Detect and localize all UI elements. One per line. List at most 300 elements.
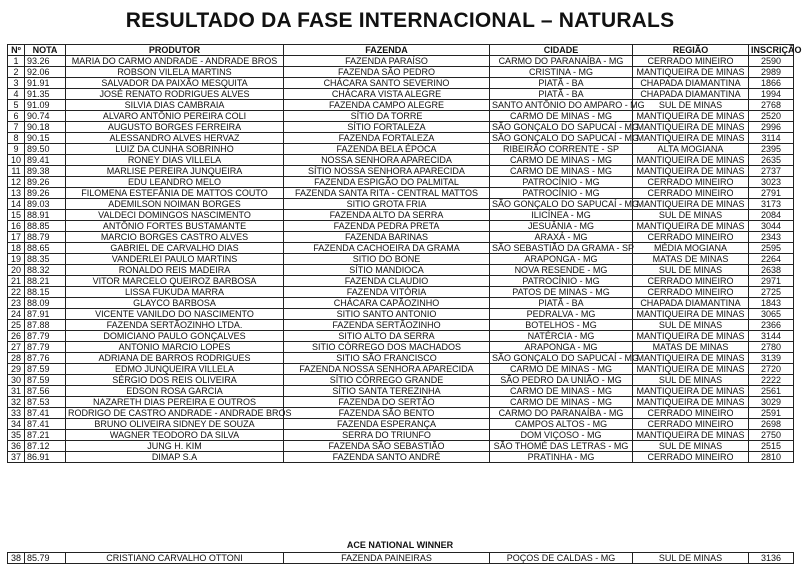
cell-nota: 92.06 — [25, 67, 66, 78]
cell-no: 18 — [8, 243, 25, 254]
cell-no: 38 — [8, 553, 25, 564]
cell-nota: 88.32 — [25, 265, 66, 276]
cell-produtor: FILOMENA ESTEFÂNIA DE MATTOS COUTO — [66, 188, 284, 199]
cell-fazenda: SÍTIO SANTA TEREZINHA — [284, 386, 490, 397]
cell-nota: 90.18 — [25, 122, 66, 133]
table-row — [8, 78, 794, 89]
cell-nota: 88.79 — [25, 232, 66, 243]
cell-produtor: ADRIANA DE BARROS RODRIGUES — [66, 353, 284, 364]
cell-produtor: DIMAP S.A — [66, 452, 284, 463]
cell-no: 7 — [8, 122, 25, 133]
cell-regiao: SUL DE MINAS — [633, 441, 749, 452]
cell-regiao: CERRADO MINEIRO — [633, 419, 749, 430]
cell-inscricao: 3136 — [749, 553, 794, 564]
cell-no: 36 — [8, 441, 25, 452]
cell-regiao: MÉDIA MOGIANA — [633, 243, 749, 254]
cell-fazenda: FAZENDA SÃO BENTO — [284, 408, 490, 419]
cell-no: 31 — [8, 386, 25, 397]
cell-produtor: VITOR MARCELO QUEIROZ BARBOSA — [66, 276, 284, 287]
cell-inscricao: 2698 — [749, 419, 794, 430]
cell-produtor: EDMO JUNQUEIRA VILLELA — [66, 364, 284, 375]
cell-fazenda: FAZENDA PARAÍSO — [284, 56, 490, 67]
cell-regiao: SUL DE MINAS — [633, 265, 749, 276]
cell-inscricao: 2395 — [749, 144, 794, 155]
cell-no: 12 — [8, 177, 25, 188]
cell-no: 8 — [8, 133, 25, 144]
cell-produtor: VALDECI DOMINGOS NASCIMENTO — [66, 210, 284, 221]
cell-fazenda: FAZENDA ESPIGÃO DO PALMITAL — [284, 177, 490, 188]
cell-inscricao: 2768 — [749, 100, 794, 111]
cell-inscricao: 2810 — [749, 452, 794, 463]
cell-fazenda: SITIO ALTO DA SERRA — [284, 331, 490, 342]
cell-fazenda: SITIO GROTA FRIA — [284, 199, 490, 210]
cell-fazenda: SÍTIO MANDIOCA — [284, 265, 490, 276]
cell-fazenda: SERRA DO TRIUNFO — [284, 430, 490, 441]
cell-inscricao: 2996 — [749, 122, 794, 133]
cell-inscricao: 2264 — [749, 254, 794, 265]
table-row — [8, 452, 794, 463]
header-no: Nº — [8, 45, 25, 56]
cell-no: 28 — [8, 353, 25, 364]
cell-nota: 88.85 — [25, 221, 66, 232]
cell-fazenda: SÍTIO CÓRREGO GRANDE — [284, 375, 490, 386]
ace-winner-table — [7, 552, 794, 564]
header-inscricao: INSCRIÇÃO — [749, 45, 794, 56]
table-row — [8, 232, 794, 243]
cell-regiao: SUL DE MINAS — [633, 320, 749, 331]
cell-produtor: RODRIGO DE CASTRO ANDRADE - ANDRADE BROS — [66, 408, 284, 419]
cell-nota: 89.41 — [25, 155, 66, 166]
cell-fazenda: CHÁCARA VISTA ALEGRE — [284, 89, 490, 100]
cell-cidade: ILICÍNEA - MG — [490, 210, 633, 221]
cell-cidade: PATROCÍNIO - MG — [490, 177, 633, 188]
cell-produtor: VANDERLEI PAULO MARTINS — [66, 254, 284, 265]
cell-produtor: MARLISE PEREIRA JUNQUEIRA — [66, 166, 284, 177]
cell-no: 10 — [8, 155, 25, 166]
cell-cidade: ARAPONGA - MG — [490, 254, 633, 265]
cell-regiao: CERRADO MINEIRO — [633, 408, 749, 419]
cell-produtor: SALVADOR DA PAIXÃO MESQUITA — [66, 78, 284, 89]
cell-inscricao: 1866 — [749, 78, 794, 89]
cell-no: 29 — [8, 364, 25, 375]
cell-no: 11 — [8, 166, 25, 177]
table-row — [8, 56, 794, 67]
cell-no: 25 — [8, 320, 25, 331]
table-row — [8, 331, 794, 342]
header-produtor: PRODUTOR — [66, 45, 284, 56]
cell-fazenda: SITIO SANTO ANTONIO — [284, 309, 490, 320]
cell-inscricao: 2780 — [749, 342, 794, 353]
cell-inscricao: 2591 — [749, 408, 794, 419]
cell-fazenda: SITIO DO BONE — [284, 254, 490, 265]
cell-nota: 88.91 — [25, 210, 66, 221]
cell-inscricao: 1843 — [749, 298, 794, 309]
cell-produtor: GABRIEL DE CARVALHO DIAS — [66, 243, 284, 254]
cell-inscricao: 3114 — [749, 133, 794, 144]
cell-regiao: MANTIQUEIRA DE MINAS — [633, 122, 749, 133]
cell-regiao: CERRADO MINEIRO — [633, 232, 749, 243]
cell-regiao: MANTIQUEIRA DE MINAS — [633, 155, 749, 166]
cell-cidade: SÃO GONÇALO DO SAPUCAÍ - MG — [490, 122, 633, 133]
cell-regiao: MANTIQUEIRA DE MINAS — [633, 67, 749, 78]
table-row — [8, 144, 794, 155]
cell-inscricao: 3173 — [749, 199, 794, 210]
cell-produtor: EDSON ROSA GARCIA — [66, 386, 284, 397]
cell-produtor: LUIZ DA CUNHA SOBRINHO — [66, 144, 284, 155]
cell-cidade: PATOS DE MINAS - MG — [490, 287, 633, 298]
cell-regiao: CERRADO MINEIRO — [633, 56, 749, 67]
cell-nota: 91.09 — [25, 100, 66, 111]
cell-inscricao: 2222 — [749, 375, 794, 386]
cell-nota: 87.41 — [25, 408, 66, 419]
cell-cidade: ARAPONGA - MG — [490, 342, 633, 353]
table-row — [8, 67, 794, 78]
cell-fazenda: FAZENDA SÃO PEDRO — [284, 67, 490, 78]
cell-fazenda: FAZENDA DO SERTÃO — [284, 397, 490, 408]
cell-no: 16 — [8, 221, 25, 232]
cell-regiao: MANTIQUEIRA DE MINAS — [633, 221, 749, 232]
cell-inscricao: 2515 — [749, 441, 794, 452]
cell-no: 6 — [8, 111, 25, 122]
cell-inscricao: 2561 — [749, 386, 794, 397]
cell-no: 4 — [8, 89, 25, 100]
cell-nota: 91.91 — [25, 78, 66, 89]
cell-inscricao: 2725 — [749, 287, 794, 298]
cell-nota: 87.88 — [25, 320, 66, 331]
cell-regiao: MANTIQUEIRA DE MINAS — [633, 353, 749, 364]
cell-produtor: ALVARO ANTÔNIO PEREIRA COLI — [66, 111, 284, 122]
cell-regiao: CERRADO MINEIRO — [633, 188, 749, 199]
cell-cidade: CARMO DE MINAS - MG — [490, 386, 633, 397]
table-row — [8, 254, 794, 265]
cell-fazenda: NOSSA SENHORA APARECIDA — [284, 155, 490, 166]
cell-nota: 89.26 — [25, 188, 66, 199]
cell-no: 19 — [8, 254, 25, 265]
cell-inscricao: 3029 — [749, 397, 794, 408]
cell-fazenda: CHÁCARA CAPÃOZINHO — [284, 298, 490, 309]
cell-cidade: CARMO DE MINAS - MG — [490, 397, 633, 408]
cell-nota: 88.21 — [25, 276, 66, 287]
cell-cidade: BOTELHOS - MG — [490, 320, 633, 331]
cell-fazenda: FAZENDA BELA ÉPOCA — [284, 144, 490, 155]
cell-produtor: ROBSON VILELA MARTINS — [66, 67, 284, 78]
cell-fazenda: SITIO CÓRREGO DOS MACHADOS — [284, 342, 490, 353]
cell-nota: 88.35 — [25, 254, 66, 265]
table-row — [8, 210, 794, 221]
results-table — [7, 44, 802, 463]
cell-no: 24 — [8, 309, 25, 320]
cell-cidade: SÃO GONÇALO DO SAPUCAÍ - MG — [490, 133, 633, 144]
table-row — [8, 177, 794, 188]
table-row — [8, 243, 794, 254]
table-row — [8, 265, 794, 276]
cell-nota: 88.15 — [25, 287, 66, 298]
cell-regiao: CERRADO MINEIRO — [633, 276, 749, 287]
cell-produtor: CRISTIANO CARVALHO OTTONI — [66, 553, 284, 564]
cell-inscricao: 2971 — [749, 276, 794, 287]
cell-no: 32 — [8, 397, 25, 408]
cell-cidade: SÃO GONÇALO DO SAPUCAÍ - MG — [490, 353, 633, 364]
cell-cidade: POÇOS DE CALDAS - MG — [490, 553, 633, 564]
cell-cidade: CARMO DO PARANAÍBA - MG — [490, 56, 633, 67]
table-row — [8, 375, 794, 386]
cell-inscricao: 3044 — [749, 221, 794, 232]
cell-cidade: PRATINHA - MG — [490, 452, 633, 463]
cell-inscricao: 2720 — [749, 364, 794, 375]
cell-regiao: MANTIQUEIRA DE MINAS — [633, 199, 749, 210]
cell-nota: 87.79 — [25, 342, 66, 353]
cell-nota: 88.65 — [25, 243, 66, 254]
cell-produtor: MARIA DO CARMO ANDRADE - ANDRADE BROS — [66, 56, 284, 67]
cell-fazenda: FAZENDA FORTALEZA — [284, 133, 490, 144]
table-row — [8, 408, 794, 419]
cell-cidade: PIATÃ - BA — [490, 298, 633, 309]
table-row — [8, 155, 794, 166]
cell-no: 2 — [8, 67, 25, 78]
cell-fazenda: SITIO SÃO FRANCISCO — [284, 353, 490, 364]
cell-cidade: CARMO DE MINAS - MG — [490, 155, 633, 166]
cell-regiao: ALTA MOGIANA — [633, 144, 749, 155]
cell-produtor: EDU LEANDRO MELO — [66, 177, 284, 188]
cell-no: 14 — [8, 199, 25, 210]
cell-inscricao: 2750 — [749, 430, 794, 441]
cell-regiao: CERRADO MINEIRO — [633, 452, 749, 463]
cell-nota: 87.59 — [25, 375, 66, 386]
table-row — [8, 133, 794, 144]
cell-no: 22 — [8, 287, 25, 298]
cell-fazenda: FAZENDA VITÓRIA — [284, 287, 490, 298]
cell-cidade: CAMPOS ALTOS - MG — [490, 419, 633, 430]
cell-produtor: ANTÔNIO FORTES BUSTAMANTE — [66, 221, 284, 232]
cell-no: 35 — [8, 430, 25, 441]
table-row — [8, 309, 794, 320]
cell-regiao: MANTIQUEIRA DE MINAS — [633, 166, 749, 177]
cell-no: 9 — [8, 144, 25, 155]
cell-nota: 89.26 — [25, 177, 66, 188]
cell-inscricao: 3065 — [749, 309, 794, 320]
cell-no: 20 — [8, 265, 25, 276]
cell-inscricao: 2638 — [749, 265, 794, 276]
cell-produtor: ALESSANDRO ALVES HERVAZ — [66, 133, 284, 144]
table-row — [8, 287, 794, 298]
cell-inscricao: 3023 — [749, 177, 794, 188]
cell-no: 5 — [8, 100, 25, 111]
cell-nota: 85.79 — [25, 553, 66, 564]
cell-produtor: GLAYCO BARBOSA — [66, 298, 284, 309]
cell-cidade: CARMO DE MINAS - MG — [490, 364, 633, 375]
cell-cidade: CARMO DO PARANAÍBA - MG — [490, 408, 633, 419]
cell-inscricao: 2590 — [749, 56, 794, 67]
table-row — [8, 386, 794, 397]
cell-no: 34 — [8, 419, 25, 430]
cell-produtor: WAGNER TEODORO DA SILVA — [66, 430, 284, 441]
cell-fazenda: FAZENDA BARINAS — [284, 232, 490, 243]
cell-regiao: CERRADO MINEIRO — [633, 177, 749, 188]
cell-regiao: MANTIQUEIRA DE MINAS — [633, 430, 749, 441]
cell-fazenda: FAZENDA SÃO SEBASTIÃO — [284, 441, 490, 452]
cell-cidade: RIBEIRÃO CORRENTE - SP — [490, 144, 633, 155]
cell-nota: 91.35 — [25, 89, 66, 100]
cell-fazenda: SÍTIO DA TORRE — [284, 111, 490, 122]
cell-regiao: SUL DE MINAS — [633, 375, 749, 386]
cell-no: 1 — [8, 56, 25, 67]
cell-cidade: DOM VIÇOSO - MG — [490, 430, 633, 441]
cell-fazenda: FAZENDA NOSSA SENHORA APARECIDA — [284, 364, 490, 375]
cell-nota: 87.53 — [25, 397, 66, 408]
table-row — [8, 276, 794, 287]
cell-regiao: MANTIQUEIRA DE MINAS — [633, 111, 749, 122]
cell-no: 27 — [8, 342, 25, 353]
cell-nota: 87.21 — [25, 430, 66, 441]
cell-cidade: PATROCÍNIO - MG — [490, 188, 633, 199]
cell-produtor: SÉRGIO DOS REIS OLIVEIRA — [66, 375, 284, 386]
cell-produtor: LISSA FUKUDA MARRA — [66, 287, 284, 298]
table-row — [8, 100, 794, 111]
cell-fazenda: FAZENDA SANTO ANDRÉ — [284, 452, 490, 463]
cell-fazenda: FAZENDA CACHOEIRA DA GRAMA — [284, 243, 490, 254]
cell-regiao: MATAS DE MINAS — [633, 342, 749, 353]
cell-no: 17 — [8, 232, 25, 243]
cell-regiao: MANTIQUEIRA DE MINAS — [633, 331, 749, 342]
cell-inscricao: 3139 — [749, 353, 794, 364]
table-row — [8, 166, 794, 177]
cell-regiao: MANTIQUEIRA DE MINAS — [633, 386, 749, 397]
cell-fazenda: SÍTIO NOSSA SENHORA APARECIDA — [284, 166, 490, 177]
cell-no: 26 — [8, 331, 25, 342]
cell-nota: 87.56 — [25, 386, 66, 397]
cell-cidade: SANTO ANTÔNIO DO AMPARO - MG — [490, 100, 633, 111]
cell-inscricao: 2737 — [749, 166, 794, 177]
cell-nota: 87.12 — [25, 441, 66, 452]
cell-no: 33 — [8, 408, 25, 419]
cell-nota: 87.91 — [25, 309, 66, 320]
table-row — [8, 430, 794, 441]
table-row — [8, 298, 794, 309]
cell-cidade: JESUÂNIA - MG — [490, 221, 633, 232]
cell-fazenda: FAZENDA CAMPO ALEGRE — [284, 100, 490, 111]
cell-produtor: JUNG H. KIM — [66, 441, 284, 452]
table-row — [8, 188, 794, 199]
cell-cidade: SÃO SEBASTIÃO DA GRAMA - SP — [490, 243, 633, 254]
cell-cidade: PATROCÍNIO - MG — [490, 276, 633, 287]
table-row — [8, 419, 794, 430]
cell-inscricao: 2989 — [749, 67, 794, 78]
cell-inscricao: 2084 — [749, 210, 794, 221]
table-row — [8, 364, 794, 375]
cell-regiao: SUL DE MINAS — [633, 210, 749, 221]
cell-no: 15 — [8, 210, 25, 221]
cell-no: 30 — [8, 375, 25, 386]
cell-regiao: MANTIQUEIRA DE MINAS — [633, 133, 749, 144]
cell-inscricao: 3144 — [749, 331, 794, 342]
cell-cidade: PEDRALVA - MG — [490, 309, 633, 320]
cell-inscricao: 2520 — [749, 111, 794, 122]
cell-produtor: FAZENDA SERTÃOZINHO LTDA. — [66, 320, 284, 331]
cell-regiao: MANTIQUEIRA DE MINAS — [633, 397, 749, 408]
cell-produtor: AUGUSTO BORGES FERREIRA — [66, 122, 284, 133]
cell-fazenda: FAZENDA PAINEIRAS — [284, 553, 490, 564]
cell-fazenda: SÍTIO FORTALEZA — [284, 122, 490, 133]
table-row — [8, 199, 794, 210]
header-cidade: CIDADE — [490, 45, 633, 56]
table-body — [8, 56, 794, 463]
table-row — [8, 342, 794, 353]
cell-cidade: NOVA RESENDE - MG — [490, 265, 633, 276]
cell-inscricao: 2635 — [749, 155, 794, 166]
header-fazenda: FAZENDA — [284, 45, 490, 56]
cell-no: 13 — [8, 188, 25, 199]
cell-no: 3 — [8, 78, 25, 89]
cell-nota: 89.03 — [25, 199, 66, 210]
cell-regiao: SUL DE MINAS — [633, 553, 749, 564]
cell-regiao: MATAS DE MINAS — [633, 254, 749, 265]
cell-inscricao: 2366 — [749, 320, 794, 331]
cell-nota: 90.74 — [25, 111, 66, 122]
cell-nota: 87.59 — [25, 364, 66, 375]
cell-cidade: SÃO GONÇALO DO SAPUCAÍ - MG — [490, 199, 633, 210]
cell-inscricao: 1994 — [749, 89, 794, 100]
cell-nota: 87.76 — [25, 353, 66, 364]
cell-produtor: VICENTE VANILDO DO NASCIMENTO — [66, 309, 284, 320]
ace-national-winner-label: ACE NATIONAL WINNER — [346, 540, 454, 550]
cell-fazenda: FAZENDA CLAUDIO — [284, 276, 490, 287]
cell-produtor: RONEY DIAS VILLELA — [66, 155, 284, 166]
cell-cidade: ARAXÁ - MG — [490, 232, 633, 243]
table-row — [8, 122, 794, 133]
cell-cidade: SÃO PEDRO DA UNIÃO - MG — [490, 375, 633, 386]
cell-no: 23 — [8, 298, 25, 309]
cell-produtor: NAZARETH DIAS PEREIRA E OUTROS — [66, 397, 284, 408]
cell-nota: 89.50 — [25, 144, 66, 155]
cell-produtor: ANTONIO MARCIO LOPES — [66, 342, 284, 353]
cell-nota: 93.26 — [25, 56, 66, 67]
cell-nota: 88.09 — [25, 298, 66, 309]
cell-fazenda: FAZENDA ALTO DA SERRA — [284, 210, 490, 221]
cell-produtor: BRUNO OLIVEIRA SIDNEY DE SOUZA — [66, 419, 284, 430]
table-row — [8, 89, 794, 100]
cell-cidade: CARMO DE MINAS - MG — [490, 111, 633, 122]
cell-produtor: SILVIA DIAS CAMBRAIA — [66, 100, 284, 111]
cell-nota: 87.79 — [25, 331, 66, 342]
table-row — [8, 221, 794, 232]
table-row — [8, 441, 794, 452]
cell-cidade: NATÉRCIA - MG — [490, 331, 633, 342]
cell-regiao: CHAPADA DIAMANTINA — [633, 298, 749, 309]
cell-regiao: MANTIQUEIRA DE MINAS — [633, 364, 749, 375]
cell-fazenda: CHÁCARA SANTO SEVERINO — [284, 78, 490, 89]
page-title: RESULTADO DA FASE INTERNACIONAL – NATURALS — [125, 9, 675, 32]
cell-cidade: PIATÃ - BA — [490, 89, 633, 100]
table-row — [8, 397, 794, 408]
cell-cidade: PIATÃ - BA — [490, 78, 633, 89]
cell-produtor: ADEMILSON NOIMAN BORGES — [66, 199, 284, 210]
cell-regiao: CHAPADA DIAMANTINA — [633, 89, 749, 100]
cell-inscricao: 2595 — [749, 243, 794, 254]
table-row — [8, 111, 794, 122]
cell-nota: 86.91 — [25, 452, 66, 463]
cell-nota: 89.38 — [25, 166, 66, 177]
cell-fazenda: FAZENDA SANTA RITA - CENTRAL MATTOS — [284, 188, 490, 199]
cell-regiao: SUL DE MINAS — [633, 100, 749, 111]
cell-produtor: JOSÉ RENATO RODRIGUES ALVES — [66, 89, 284, 100]
cell-no: 21 — [8, 276, 25, 287]
cell-inscricao: 2791 — [749, 188, 794, 199]
cell-no: 37 — [8, 452, 25, 463]
cell-fazenda: FAZENDA PEDRA PRETA — [284, 221, 490, 232]
header-regiao: REGIÃO — [633, 45, 749, 56]
cell-fazenda: FAZENDA SERTÃOZINHO — [284, 320, 490, 331]
ace-winner-row — [8, 553, 794, 564]
